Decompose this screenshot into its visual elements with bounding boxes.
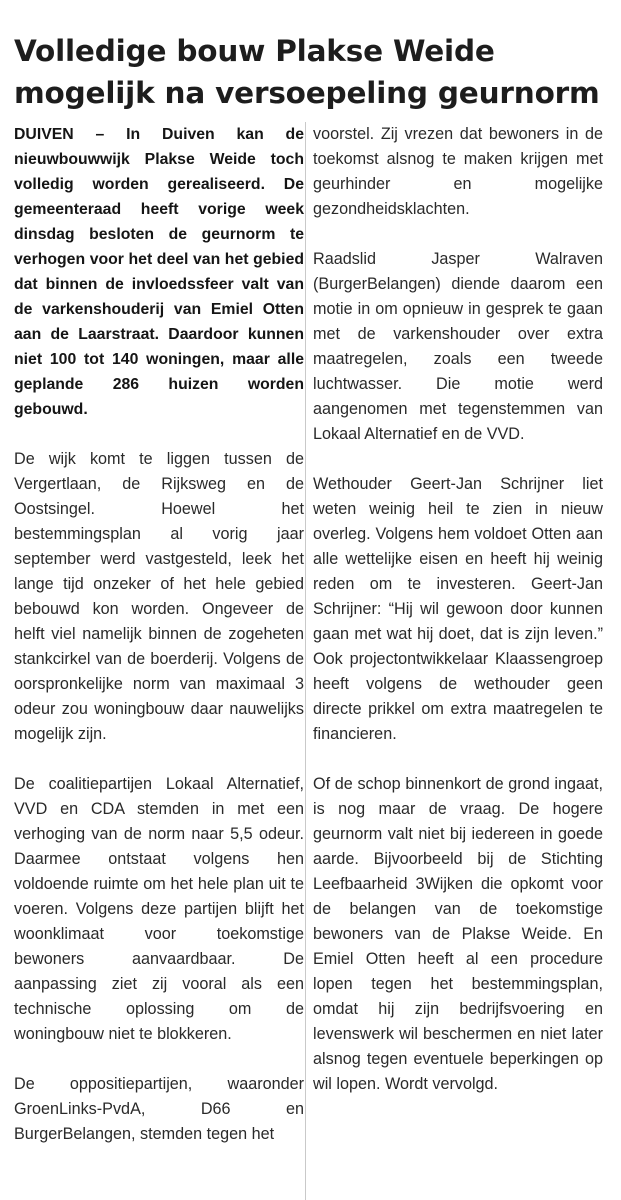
right-column — [313, 122, 603, 1097]
body-paragraph: Of de schop binnenkort de grond ingaat, is nog maar de vraag. De hogere geurnorm valt niet bij iedereen in goede aarde. Bijvoorbeeld bij de Stichting Leefbaarheid 3Wijken die opkomt voor de belangen van de toekomstige bewoners van de Plakse Weide. En Emiel Otten heeft al een procedure lopen tegen het bestemmingsplan, omdat hij zijn bedrijfsvoering en levenswerk wil beschermen en niet later alsnog tegen eventuele beperkingen op wil lopen. Wordt vervolgd. — [313, 775, 603, 1093]
left-column — [14, 122, 304, 1147]
body-paragraph: De wijk komt te liggen tussen de Vergertlaan, de Rijksweg en de Oostsingel. Hoewel het bestemmingsplan al vorig jaar september werd vastgesteld, leek het lange tijd onzeker of het hele gebied bebouwd kon worden. Ongeveer de helft viel namelijk binnen de zogeheten stankcirkel van de boerderij. Volgens de oorspronkelijke norm van maximaal 3 odeur zou woningbouw daar nauwelijks mogelijk zijn. — [14, 450, 304, 743]
body-paragraph: voorstel. Zij vrezen dat bewoners in de toekomst alsnog te maken krijgen met geurhinder en mogelijke gezondheidsklachten. — [313, 125, 603, 218]
body-paragraph: Wethouder Geert-Jan Schrijner liet weten weinig heil te zien in nieuw overleg. Volgens hem voldoet Otten aan alle wettelijke eisen en heeft hij weinig reden om te investeren. Geert-Jan Schrijner: “Hij wil gewoon door kunnen gaan met wat hij doet, dat is zijn leven.” Ook projectontwikkelaar Klaassengroep heeft volgens de wethouder geen directe prikkel om extra maatregelen te financieren. — [313, 475, 603, 743]
lead-paragraph: DUIVEN – In Duiven kan de nieuwbouwwijk Plakse Weide toch volledig worden gerealiseerd. De gemeenteraad heeft vorige week dinsdag besloten de geurnorm te verhogen voor het deel van het gebied dat binnen de invloedssfeer valt van de varkenshouderij van Emiel Otten aan de Laarstraat. Daardoor kunnen niet 100 tot 140 woningen, maar alle geplande 286 huizen worden gebouwd. — [14, 126, 304, 418]
column-divider — [305, 122, 306, 1200]
body-paragraph: Raadslid Jasper Walraven (BurgerBelangen) diende daarom een motie in om opnieuw in gesprek te gaan met de varkenshouder over extra maatregelen, zoals een tweede luchtwasser. Die motie werd aangenomen met tegenstemmen van Lokaal Alternatief en de VVD. — [313, 250, 603, 443]
body-paragraph: De oppositiepartijen, waaronder GroenLinks-PvdA, D66 en BurgerBelangen, stemden tegen het — [14, 1075, 304, 1143]
article-headline: Volledige bouw Plakse Weide mogelijk na versoepeling geurnorm — [14, 34, 600, 110]
body-paragraph: De coalitiepartijen Lokaal Alternatief, VVD en CDA stemden in met een verhoging van de norm naar 5,5 odeur. Daarmee ontstaat volgens hen voldoende ruimte om het hele plan uit te voeren. Volgens deze partijen blijft het woonklimaat voor toekomstige bewoners aanvaardbaar. De aanpassing ziet zij vooral als een technische oplossing om de woningbouw niet te blokkeren. — [14, 775, 304, 1043]
